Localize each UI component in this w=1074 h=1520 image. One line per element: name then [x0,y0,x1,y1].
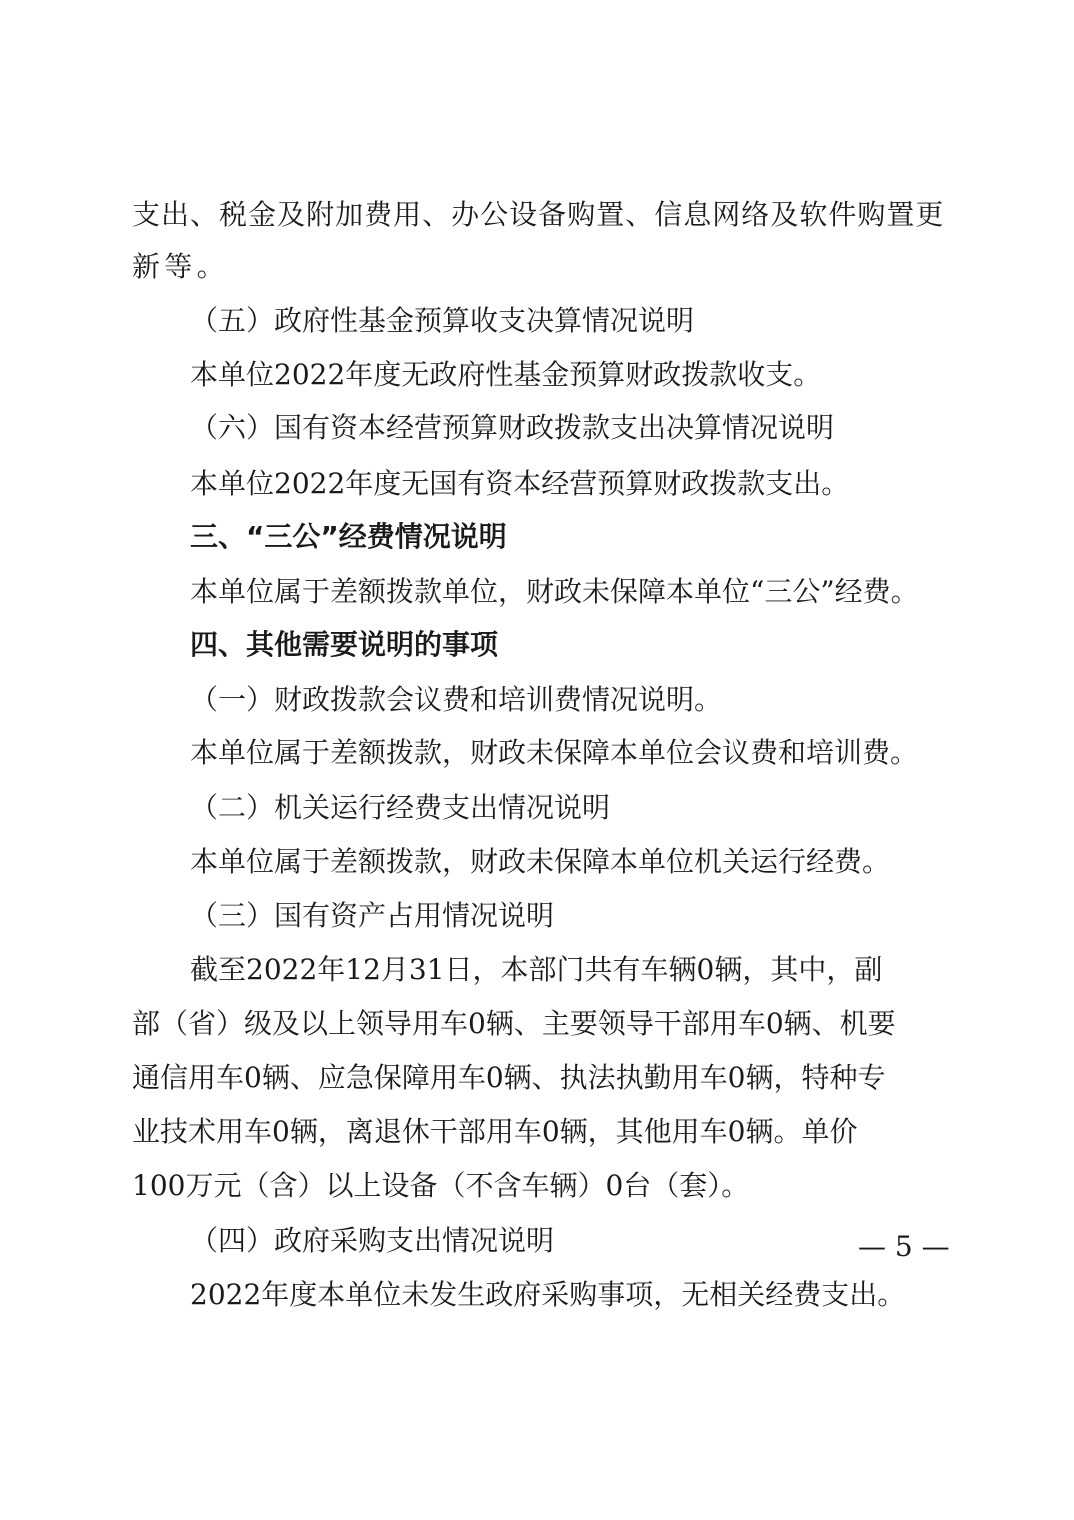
section-heading: （二）机关运行经费支出情况说明 [190,791,611,824]
paragraph-line: 本单位属于差额拨款，财政未保障本单位机关运行经费。 [190,845,891,878]
paragraph-line: 本单位2022年度无国有资本经营预算财政拨款支出。 [190,467,850,500]
section-heading: （四）政府采购支出情况说明 [190,1224,555,1257]
paragraph-line: 部（省）级及以上领导用车0辆、主要领导干部用车0辆、机要 [132,1007,896,1040]
paragraph-line: 截至2022年12月31日，本部门共有车辆0辆，其中，副 [190,953,883,986]
section-heading: （三）国有资产占用情况说明 [190,899,555,932]
paragraph-line: 本单位属于差额拨款单位，财政未保障本单位“三公”经费。 [190,575,919,608]
paragraph-line: 100万元（含）以上设备（不含车辆）0台（套）。 [132,1169,750,1202]
section-heading: （五）政府性基金预算收支决算情况说明 [190,304,695,337]
section-heading: （六）国有资本经营预算财政拨款支出决算情况说明 [190,411,835,444]
paragraph-line: 支出、税金及附加费用、办公设备购置、信息网络及软件购置更 [132,198,945,231]
paragraph-line: 新等。 [132,250,229,283]
section-heading: （一）财政拨款会议费和培训费情况说明。 [190,683,723,716]
section-heading: 四、其他需要说明的事项 [190,628,499,661]
paragraph-line: 2022年度本单位未发生政府采购事项，无相关经费支出。 [190,1278,906,1311]
paragraph-line: 业技术用车0辆，离退休干部用车0辆，其他用车0辆。单价 [132,1115,858,1148]
paragraph-line: 本单位属于差额拨款，财政未保障本单位会议费和培训费。 [190,736,919,769]
page-number: — 5 — [858,1230,950,1263]
paragraph-line: 本单位2022年度无政府性基金预算财政拨款收支。 [190,358,822,391]
section-heading: 三、“三公”经费情况说明 [190,520,507,553]
paragraph-line: 通信用车0辆、应急保障用车0辆、执法执勤用车0辆，特种专 [132,1061,886,1094]
